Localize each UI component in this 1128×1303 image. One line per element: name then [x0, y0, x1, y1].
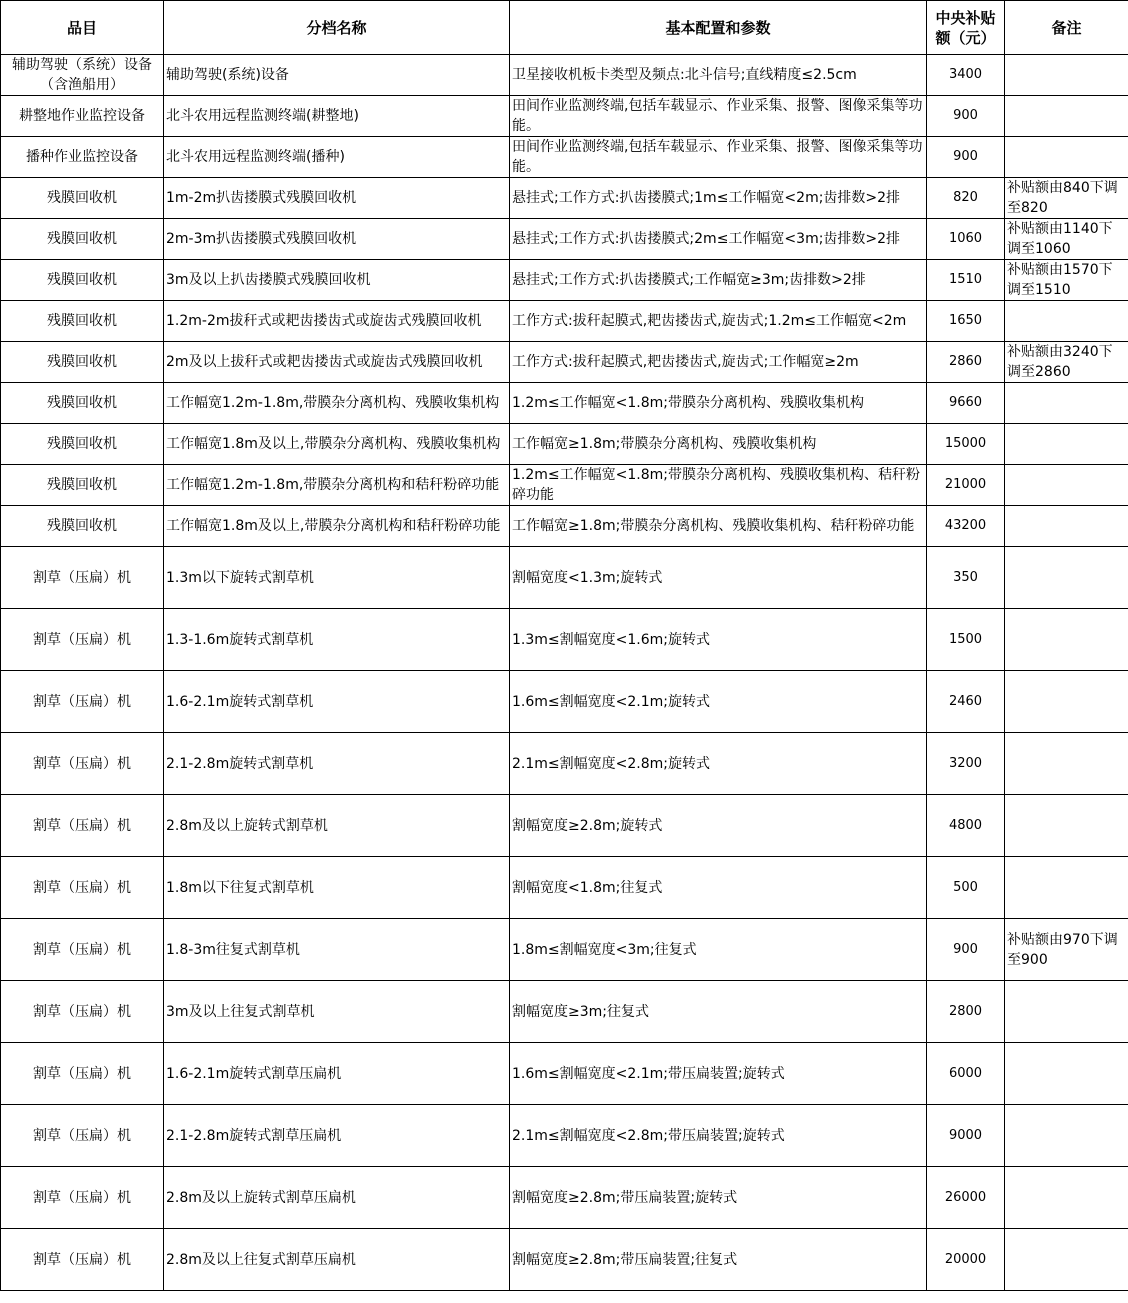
- table-row: [1, 1105, 1128, 1167]
- cell-grade: 2.1-2.8m旋转式割草压扁机: [164, 1105, 510, 1167]
- cell-item: 割草（压扁）机: [1, 795, 164, 857]
- table-row: [1, 733, 1128, 795]
- cell-note: [1005, 1229, 1128, 1291]
- header-row: [1, 1, 1128, 55]
- cell-note: 补贴额由970下调至900: [1005, 919, 1128, 981]
- table-body: [1, 55, 1128, 1291]
- cell-note: 补贴额由1140下调至1060: [1005, 219, 1128, 260]
- cell-item: 割草（压扁）机: [1, 981, 164, 1043]
- table-row: [1, 383, 1128, 424]
- cell-item: 割草（压扁）机: [1, 671, 164, 733]
- cell-grade: 北斗农用远程监测终端(耕整地): [164, 96, 510, 137]
- table-row: [1, 1167, 1128, 1229]
- cell-note: [1005, 55, 1128, 96]
- cell-subsidy: 900: [927, 137, 1005, 178]
- cell-grade: 工作幅宽1.2m-1.8m,带膜杂分离机构、残膜收集机构: [164, 383, 510, 424]
- table-row: [1, 919, 1128, 981]
- cell-note: [1005, 301, 1128, 342]
- cell-note: [1005, 1105, 1128, 1167]
- cell-grade: 1.3m以下旋转式割草机: [164, 547, 510, 609]
- cell-item: 残膜回收机: [1, 506, 164, 547]
- cell-spec: 1.6m≤割幅宽度<2.1m;旋转式: [510, 671, 927, 733]
- cell-spec: 割幅宽度<1.8m;往复式: [510, 857, 927, 919]
- cell-spec: 悬挂式;工作方式:扒齿搂膜式;1m≤工作幅宽<2m;齿排数>2排: [510, 178, 927, 219]
- table-header: [1, 1, 1128, 55]
- cell-spec: 工作幅宽≥1.8m;带膜杂分离机构、残膜收集机构: [510, 424, 927, 465]
- table-row: [1, 671, 1128, 733]
- cell-item: 残膜回收机: [1, 383, 164, 424]
- cell-grade: 3m及以上扒齿搂膜式残膜回收机: [164, 260, 510, 301]
- cell-subsidy: 1500: [927, 609, 1005, 671]
- table-row: [1, 857, 1128, 919]
- cell-item: 残膜回收机: [1, 424, 164, 465]
- table-row: [1, 1229, 1128, 1291]
- header-grade: 分档名称: [164, 1, 510, 55]
- cell-spec: 1.2m≤工作幅宽<1.8m;带膜杂分离机构、残膜收集机构、秸秆粉碎功能: [510, 465, 927, 506]
- table-row: [1, 178, 1128, 219]
- cell-note: 补贴额由3240下调至2860: [1005, 342, 1128, 383]
- cell-subsidy: 20000: [927, 1229, 1005, 1291]
- table-row: [1, 424, 1128, 465]
- header-note: 备注: [1005, 1, 1128, 55]
- cell-item: 残膜回收机: [1, 178, 164, 219]
- cell-spec: 悬挂式;工作方式:扒齿搂膜式;2m≤工作幅宽<3m;齿排数>2排: [510, 219, 927, 260]
- cell-subsidy: 2860: [927, 342, 1005, 383]
- cell-item: 播种作业监控设备: [1, 137, 164, 178]
- cell-note: [1005, 609, 1128, 671]
- cell-grade: 2m及以上拔秆式或耙齿搂齿式或旋齿式残膜回收机: [164, 342, 510, 383]
- cell-spec: 割幅宽度<1.3m;旋转式: [510, 547, 927, 609]
- cell-grade: 2.8m及以上旋转式割草机: [164, 795, 510, 857]
- table-row: [1, 137, 1128, 178]
- table-row: [1, 55, 1128, 96]
- cell-subsidy: 350: [927, 547, 1005, 609]
- table-row: [1, 465, 1128, 506]
- cell-subsidy: 1510: [927, 260, 1005, 301]
- cell-note: [1005, 424, 1128, 465]
- cell-grade: 1.3-1.6m旋转式割草机: [164, 609, 510, 671]
- cell-spec: 工作幅宽≥1.8m;带膜杂分离机构、残膜收集机构、秸秆粉碎功能: [510, 506, 927, 547]
- cell-grade: 1.8-3m往复式割草机: [164, 919, 510, 981]
- table-row: [1, 96, 1128, 137]
- cell-subsidy: 9660: [927, 383, 1005, 424]
- cell-note: [1005, 137, 1128, 178]
- cell-grade: 3m及以上往复式割草机: [164, 981, 510, 1043]
- cell-subsidy: 900: [927, 96, 1005, 137]
- cell-spec: 卫星接收机板卡类型及频点:北斗信号;直线精度≤2.5cm: [510, 55, 927, 96]
- cell-spec: 1.6m≤割幅宽度<2.1m;带压扁装置;旋转式: [510, 1043, 927, 1105]
- cell-grade: 辅助驾驶(系统)设备: [164, 55, 510, 96]
- cell-grade: 北斗农用远程监测终端(播种): [164, 137, 510, 178]
- cell-spec: 田间作业监测终端,包括车载显示、作业采集、报警、图像采集等功能。: [510, 137, 927, 178]
- table-row: [1, 1043, 1128, 1105]
- cell-grade: 工作幅宽1.2m-1.8m,带膜杂分离机构和秸秆粉碎功能: [164, 465, 510, 506]
- cell-subsidy: 43200: [927, 506, 1005, 547]
- table-row: [1, 609, 1128, 671]
- cell-subsidy: 26000: [927, 1167, 1005, 1229]
- cell-spec: 1.3m≤割幅宽度<1.6m;旋转式: [510, 609, 927, 671]
- cell-spec: 1.8m≤割幅宽度<3m;往复式: [510, 919, 927, 981]
- cell-note: 补贴额由840下调至820: [1005, 178, 1128, 219]
- cell-item: 割草（压扁）机: [1, 857, 164, 919]
- cell-subsidy: 2800: [927, 981, 1005, 1043]
- cell-subsidy: 900: [927, 919, 1005, 981]
- cell-spec: 工作方式:拔秆起膜式,耙齿搂齿式,旋齿式;1.2m≤工作幅宽<2m: [510, 301, 927, 342]
- cell-subsidy: 1060: [927, 219, 1005, 260]
- cell-spec: 割幅宽度≥3m;往复式: [510, 981, 927, 1043]
- cell-note: [1005, 465, 1128, 506]
- cell-note: [1005, 671, 1128, 733]
- cell-item: 残膜回收机: [1, 260, 164, 301]
- cell-subsidy: 500: [927, 857, 1005, 919]
- cell-note: [1005, 547, 1128, 609]
- cell-spec: 悬挂式;工作方式:扒齿搂膜式;工作幅宽≥3m;齿排数>2排: [510, 260, 927, 301]
- table-row: [1, 301, 1128, 342]
- header-spec: 基本配置和参数: [510, 1, 927, 55]
- cell-item: 残膜回收机: [1, 342, 164, 383]
- cell-item: 耕整地作业监控设备: [1, 96, 164, 137]
- cell-item: 割草（压扁）机: [1, 919, 164, 981]
- table-row: [1, 795, 1128, 857]
- cell-grade: 1.2m-2m拔秆式或耙齿搂齿式或旋齿式残膜回收机: [164, 301, 510, 342]
- cell-note: [1005, 1167, 1128, 1229]
- table-row: [1, 547, 1128, 609]
- table-row: [1, 506, 1128, 547]
- cell-grade: 2m-3m扒齿搂膜式残膜回收机: [164, 219, 510, 260]
- cell-spec: 2.1m≤割幅宽度<2.8m;带压扁装置;旋转式: [510, 1105, 927, 1167]
- cell-item: 割草（压扁）机: [1, 1167, 164, 1229]
- cell-item: 残膜回收机: [1, 465, 164, 506]
- cell-grade: 工作幅宽1.8m及以上,带膜杂分离机构和秸秆粉碎功能: [164, 506, 510, 547]
- header-item: 品目: [1, 1, 164, 55]
- cell-item: 割草（压扁）机: [1, 1229, 164, 1291]
- cell-note: [1005, 795, 1128, 857]
- cell-spec: 1.2m≤工作幅宽<1.8m;带膜杂分离机构、残膜收集机构: [510, 383, 927, 424]
- cell-spec: 工作方式:拔秆起膜式,耙齿搂齿式,旋齿式;工作幅宽≥2m: [510, 342, 927, 383]
- cell-note: [1005, 857, 1128, 919]
- cell-note: [1005, 733, 1128, 795]
- cell-grade: 2.8m及以上旋转式割草压扁机: [164, 1167, 510, 1229]
- cell-note: [1005, 383, 1128, 424]
- cell-subsidy: 820: [927, 178, 1005, 219]
- table-row: [1, 219, 1128, 260]
- cell-note: 补贴额由1570下调至1510: [1005, 260, 1128, 301]
- cell-item: 割草（压扁）机: [1, 733, 164, 795]
- table-row: [1, 342, 1128, 383]
- cell-item: 割草（压扁）机: [1, 547, 164, 609]
- cell-grade: 1.8m以下往复式割草机: [164, 857, 510, 919]
- cell-subsidy: 15000: [927, 424, 1005, 465]
- cell-grade: 工作幅宽1.8m及以上,带膜杂分离机构、残膜收集机构: [164, 424, 510, 465]
- cell-note: [1005, 96, 1128, 137]
- cell-spec: 割幅宽度≥2.8m;带压扁装置;旋转式: [510, 1167, 927, 1229]
- cell-grade: 1m-2m扒齿搂膜式残膜回收机: [164, 178, 510, 219]
- cell-subsidy: 3200: [927, 733, 1005, 795]
- cell-spec: 割幅宽度≥2.8m;旋转式: [510, 795, 927, 857]
- cell-subsidy: 2460: [927, 671, 1005, 733]
- cell-item: 割草（压扁）机: [1, 1043, 164, 1105]
- cell-subsidy: 9000: [927, 1105, 1005, 1167]
- cell-grade: 2.1-2.8m旋转式割草机: [164, 733, 510, 795]
- cell-subsidy: 21000: [927, 465, 1005, 506]
- cell-item: 割草（压扁）机: [1, 1105, 164, 1167]
- cell-item: 残膜回收机: [1, 301, 164, 342]
- cell-note: [1005, 981, 1128, 1043]
- header-subsidy: 中央补贴额（元）: [927, 1, 1005, 55]
- cell-spec: 2.1m≤割幅宽度<2.8m;旋转式: [510, 733, 927, 795]
- cell-note: [1005, 1043, 1128, 1105]
- cell-grade: 1.6-2.1m旋转式割草机: [164, 671, 510, 733]
- cell-item: 辅助驾驶（系统）设备（含渔船用）: [1, 55, 164, 96]
- cell-spec: 割幅宽度≥2.8m;带压扁装置;往复式: [510, 1229, 927, 1291]
- cell-item: 残膜回收机: [1, 219, 164, 260]
- cell-subsidy: 4800: [927, 795, 1005, 857]
- cell-note: [1005, 506, 1128, 547]
- cell-subsidy: 3400: [927, 55, 1005, 96]
- cell-grade: 2.8m及以上往复式割草压扁机: [164, 1229, 510, 1291]
- table-row: [1, 260, 1128, 301]
- cell-grade: 1.6-2.1m旋转式割草压扁机: [164, 1043, 510, 1105]
- cell-subsidy: 6000: [927, 1043, 1005, 1105]
- cell-item: 割草（压扁）机: [1, 609, 164, 671]
- table-row: [1, 981, 1128, 1043]
- cell-subsidy: 1650: [927, 301, 1005, 342]
- cell-spec: 田间作业监测终端,包括车载显示、作业采集、报警、图像采集等功能。: [510, 96, 927, 137]
